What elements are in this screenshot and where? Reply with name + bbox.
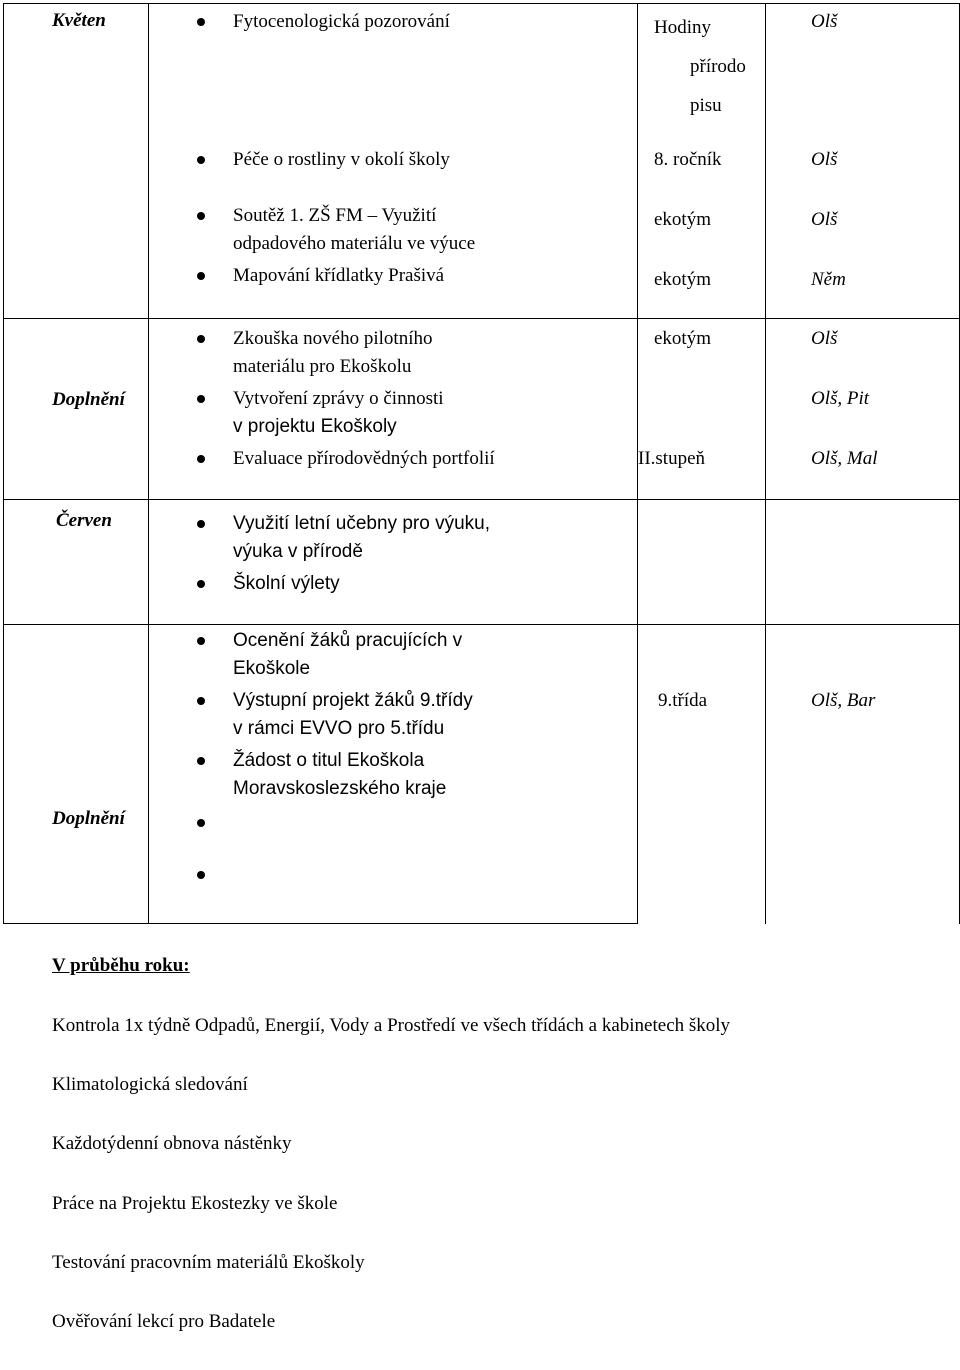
june-activities-cell bbox=[149, 500, 638, 625]
bullet-icon bbox=[197, 272, 205, 280]
list-item bbox=[149, 445, 637, 473]
june-class-cell bbox=[638, 500, 766, 625]
activity-text-line: výuka v přírodě bbox=[233, 541, 363, 562]
may-row bbox=[4, 4, 960, 319]
activity-text-line: Soutěž 1. ZŠ FM – Využití bbox=[233, 205, 437, 226]
list-item bbox=[149, 807, 637, 867]
list-item bbox=[149, 262, 637, 290]
may-supplement-row bbox=[4, 319, 960, 500]
responsible-text: Olš, Mal bbox=[811, 448, 878, 469]
activity-text: Péče o rostliny v okolí školy bbox=[233, 149, 450, 170]
class-line: pisu bbox=[690, 95, 722, 116]
bullet-icon bbox=[197, 757, 205, 765]
may-who-cell bbox=[766, 4, 960, 319]
list-item bbox=[149, 8, 637, 146]
class-text: II.stupeň bbox=[638, 448, 706, 469]
may-supplement-class-cell bbox=[638, 319, 766, 500]
activity-text: Školní výlety bbox=[233, 573, 340, 594]
may-supplement-label-cell bbox=[4, 319, 149, 500]
june-supplement-row bbox=[4, 625, 960, 924]
year-round-section bbox=[52, 955, 932, 1370]
responsible-text: Olš bbox=[811, 328, 838, 349]
activity-plan-table bbox=[3, 3, 960, 924]
bullet-icon bbox=[197, 520, 205, 528]
may-activities-cell bbox=[149, 4, 638, 319]
class-line: přírodo bbox=[690, 56, 746, 77]
activity-text-line: Vytvoření zprávy o činnosti bbox=[233, 388, 444, 409]
june-supplement-who-cell bbox=[766, 625, 960, 924]
june-month-cell bbox=[4, 500, 149, 625]
activity-text-line: materiálu pro Ekoškolu bbox=[233, 356, 412, 377]
list-item bbox=[149, 325, 637, 385]
month-label-june: Červen bbox=[56, 510, 112, 531]
may-supplement-activities-cell bbox=[149, 319, 638, 500]
supplement-label: Doplnění bbox=[52, 808, 125, 829]
class-line: Hodiny bbox=[654, 17, 711, 38]
may-month-cell bbox=[4, 4, 149, 319]
activity-text-line: v projektu Ekoškoly bbox=[233, 416, 397, 437]
list-item bbox=[149, 202, 637, 262]
responsible-text: Olš, Bar bbox=[811, 690, 876, 711]
june-who-cell bbox=[766, 500, 960, 625]
bullet-icon bbox=[197, 637, 205, 645]
class-text: ekotým bbox=[654, 269, 711, 290]
list-item: Kontrola 1x týdně Odpadů, Energií, Vody a Prostředí ve všech třídách a kabinetech školy bbox=[52, 1015, 731, 1036]
list-item: Ověřování lekcí pro Badatele bbox=[52, 1310, 276, 1332]
responsible-text: Něm bbox=[811, 269, 846, 290]
activity-text-line: odpadového materiálu ve výuce bbox=[233, 233, 476, 254]
activity-text: Evaluace přírodovědných portfolií bbox=[233, 448, 495, 469]
list-item bbox=[149, 627, 637, 687]
supplement-label: Doplnění bbox=[52, 389, 125, 410]
bullet-icon bbox=[197, 156, 205, 164]
list-item bbox=[149, 510, 637, 570]
activity-text-line: v rámci EVVO pro 5.třídu bbox=[233, 718, 445, 739]
responsible-text: Olš bbox=[811, 209, 838, 230]
bullet-icon bbox=[197, 18, 205, 26]
may-class-cell bbox=[638, 4, 766, 319]
activity-text-line: Zkouška nového pilotního bbox=[233, 328, 433, 349]
june-supplement-class-cell bbox=[638, 625, 766, 924]
responsible-text: Olš bbox=[811, 149, 838, 170]
activity-text: Mapování křídlatky Prašivá bbox=[233, 265, 445, 286]
month-label-may: Květen bbox=[52, 10, 106, 31]
list-item: Klimatologická sledování bbox=[52, 1074, 248, 1096]
list-item bbox=[149, 146, 637, 202]
activity-text-line: Využití letní učebny pro výuku, bbox=[233, 513, 490, 534]
list-item: Testování pracovním materiálů Ekoškoly bbox=[52, 1251, 365, 1273]
activity-text: Fytocenologická pozorování bbox=[233, 11, 450, 32]
list-item bbox=[149, 570, 637, 598]
class-text: ekotým bbox=[654, 209, 711, 230]
june-supplement-activities-cell bbox=[149, 625, 638, 924]
list-item: Práce na Projektu Ekostezky ve škole bbox=[52, 1192, 338, 1214]
list-item bbox=[149, 687, 637, 747]
bullet-icon bbox=[197, 819, 205, 827]
bullet-icon bbox=[197, 580, 205, 588]
bullet-icon bbox=[197, 455, 205, 463]
activity-text-line: Moravskoslezského kraje bbox=[233, 778, 447, 799]
responsible-text: Olš, Pit bbox=[811, 388, 870, 409]
bullet-icon bbox=[197, 212, 205, 220]
activity-text-line: Výstupní projekt žáků 9.třídy bbox=[233, 690, 473, 711]
section-heading: V průběhu roku: bbox=[52, 955, 190, 976]
may-supplement-who-cell bbox=[766, 319, 960, 500]
bullet-icon bbox=[197, 335, 205, 343]
list-item bbox=[149, 747, 637, 807]
bullet-icon bbox=[197, 871, 205, 879]
responsible-text: Olš bbox=[811, 11, 838, 32]
june-supplement-label-cell bbox=[4, 625, 149, 924]
june-row bbox=[4, 500, 960, 625]
class-text: 8. ročník bbox=[654, 149, 722, 170]
activity-text-line: Ocenění žáků pracujících v bbox=[233, 630, 463, 651]
bullet-icon bbox=[197, 697, 205, 705]
list-item bbox=[149, 385, 637, 445]
class-text: ekotým bbox=[654, 328, 711, 349]
activity-text-line: Žádost o titul Ekoškola bbox=[233, 750, 425, 771]
activity-text-line: Ekoškole bbox=[233, 658, 311, 679]
list-item: Každotýdenní obnova nástěnky bbox=[52, 1133, 292, 1155]
bullet-icon bbox=[197, 395, 205, 403]
class-text: 9.třída bbox=[658, 690, 708, 711]
